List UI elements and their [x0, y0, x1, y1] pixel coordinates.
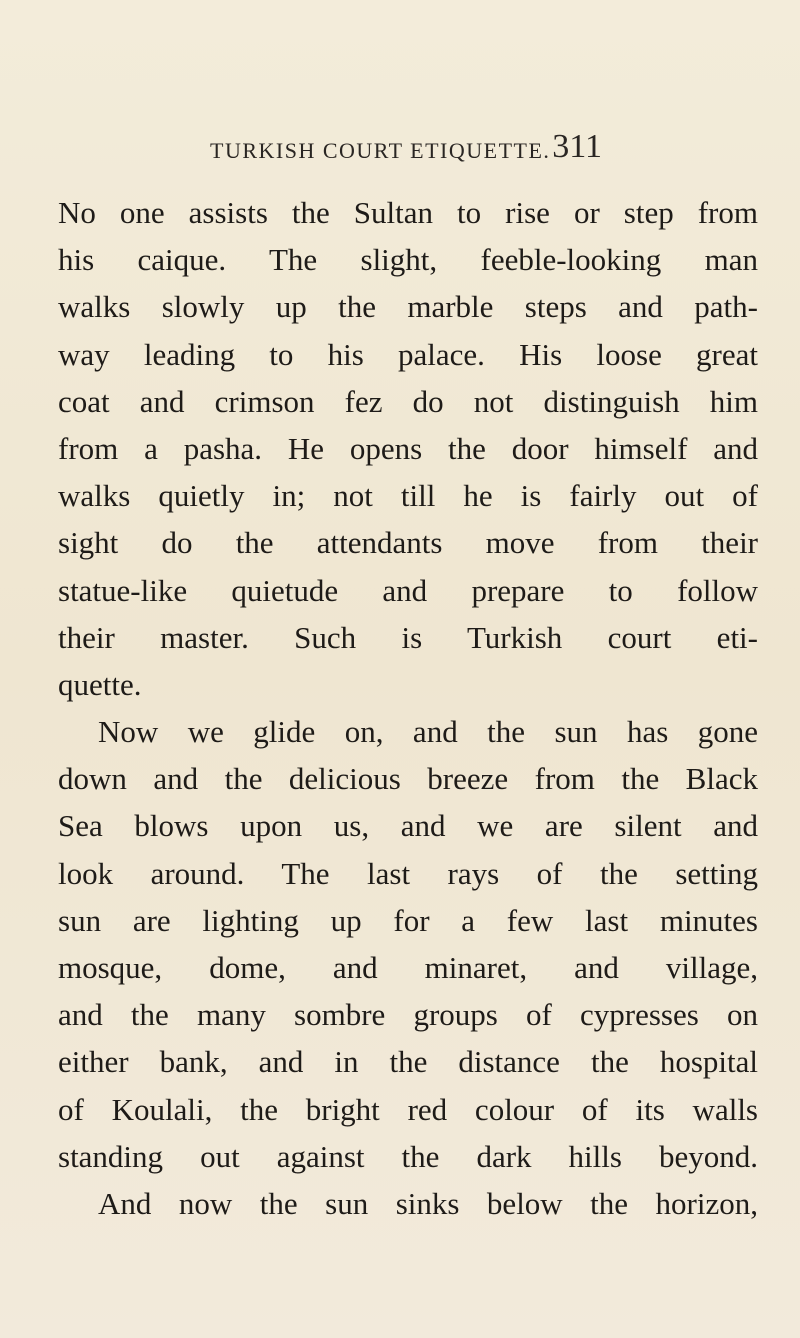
text-line: Now we glide on, and the sun has gone — [98, 714, 758, 750]
text-line: down and the delicious breeze from the Black — [58, 761, 758, 797]
text-line: sun are lighting up for a few last minutes — [58, 902, 758, 938]
text-line: quette. — [58, 666, 142, 702]
text-line: walks quietly in; not till he is fairly out of — [58, 478, 758, 514]
text-line: No one assists the Sultan to rise or step from — [58, 195, 758, 230]
text-line: way leading to his palace. His loose great — [58, 336, 758, 372]
text-line: of Koulali, the bright red colour of its walls — [58, 1091, 758, 1127]
text-line: statue-like quietude and prepare to follow — [58, 572, 758, 608]
text-line: look around. The last rays of the setting — [58, 855, 758, 891]
text-line: from a pasha. He opens the door himself and — [58, 430, 758, 466]
text-line: his caique. The slight, feeble-looking man — [58, 242, 758, 278]
text-line: coat and crimson fez do not distinguish him — [58, 383, 758, 419]
text-line: And now the sun sinks below the horizon, — [98, 1185, 758, 1221]
text-line: standing out against the dark hills beyond. — [58, 1138, 758, 1174]
text-line: either bank, and in the distance the hospital — [58, 1044, 758, 1080]
text-line: mosque, dome, and minaret, and village, — [58, 950, 758, 985]
body-text — [58, 189, 758, 1227]
text-line: sight do the attendants move from their — [58, 525, 758, 561]
text-line: their master. Such is Turkish court eti- — [58, 619, 758, 655]
text-line: Sea blows upon us, and we are silent and — [58, 808, 758, 844]
page-number: 311 — [552, 128, 602, 165]
text-line: walks slowly up the marble steps and path- — [58, 289, 758, 325]
running-head: TURKISH COURT ETIQUETTE. — [210, 138, 551, 163]
text-line: and the many sombre groups of cypresses on — [58, 997, 758, 1033]
